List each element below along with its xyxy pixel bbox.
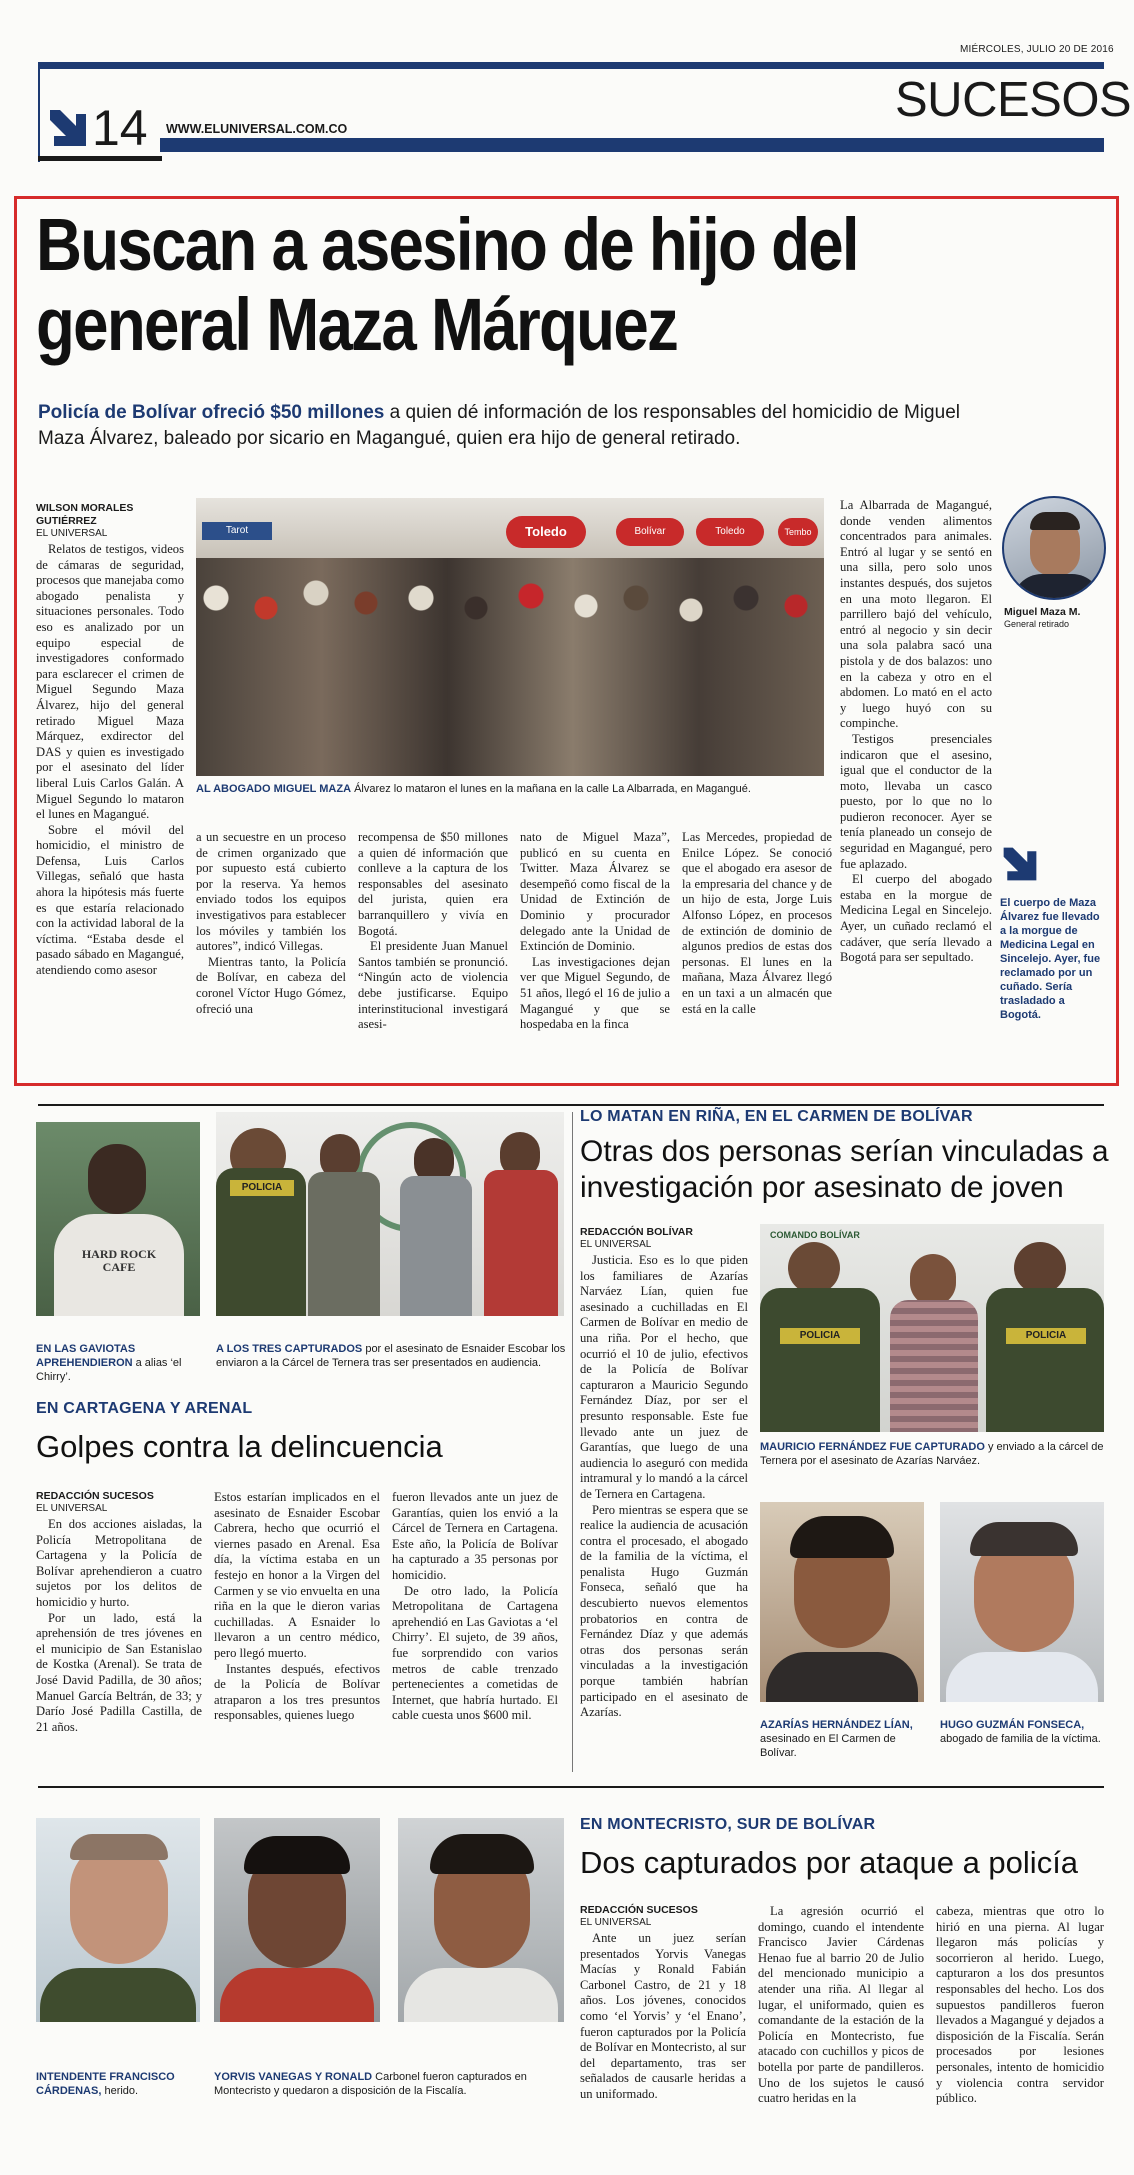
byline-outlet: EL UNIVERSAL (580, 1917, 652, 1928)
main-col-4 (520, 830, 670, 1033)
deck-highlight: Policía de Bolívar ofreció $50 millones (38, 402, 385, 423)
photo-mauricio-captured (760, 1224, 1104, 1432)
byline-outlet: EL UNIVERSAL (36, 528, 108, 539)
paragraph: Mientras tanto, la Policía de Bolívar, en cabeza del coronel Víctor Hugo Gómez, ofreció una (196, 954, 346, 1016)
section-kicker: EN MONTECRISTO, SUR DE BOLÍVAR (580, 1816, 876, 1833)
section-kicker: EN CARTAGENA Y ARENAL (36, 1400, 253, 1417)
caption-lead: EN LAS GAVIOTAS APREHENDIERON (36, 1343, 136, 1369)
photo-el-chirry (36, 1122, 200, 1316)
paragraph: El cuerpo del abogado estaba en la morgue de Medicina Legal en Sincelejo. Ayer, un cuñado reclamó el cadáver, que sería llevado a Bogotá para ser sepultado. (840, 872, 992, 965)
main-col-3 (358, 830, 508, 1033)
portrait-role: General retirado (1004, 619, 1070, 629)
crowd-photo (196, 498, 824, 776)
caption-rest: por el asesinato de Esnaider Escobar los enviaron a la Cárcel de Ternera tras ser presentados en audiencia. (216, 1343, 566, 1369)
section-kicker: LO MATAN EN RIÑA, EN EL CARMEN DE BOLÍVAR (580, 1108, 973, 1125)
section-headline: Golpes contra la delincuencia (36, 1429, 443, 1464)
byline: REDACCIÓN SUCESOS (36, 1490, 154, 1502)
paragraph: De otro lado, la Policía Metropolitana de Cartagena aprehendió en Las Gaviotas a ‘el Chirry’. El sujeto, de 39 años, fue sorprendido con varios metros de cable trenzado pertenecientes a cometidas de Internet, que habría hurtado. El cable cuesta unos $600 mil. (392, 1583, 558, 1723)
section-divider (38, 1786, 1104, 1788)
paragraph: Instantes después, efectivos de la Policía de Bolívar atraparon a los tres presuntos responsables, quienes luego (214, 1661, 380, 1723)
photo-three-captured (216, 1112, 564, 1316)
paragraph: fueron llevados ante un juez de Garantías, quien los envió a la Cárcel de Ternera en Cartagena. Este año, la Policía de Bolívar ha capturado a 35 personas por homicidio. (392, 1490, 558, 1582)
caption-rest: y enviado a la cárcel de Ternera por el asesinato de Azarías Narváez. (760, 1441, 1104, 1467)
section-name: SUCESOS (895, 73, 1132, 127)
paragraph: Ante un juez serían presentados Yorvis Vanegas Macías y Ronald Fabián Carbonel Castro, de 21 y 18 años. Los jóvenes, conocidos como ‘el Yorvis’ y ‘el Enano’, fueron capturados por la Policía de Bolívar en Montecristo, al sur del departamento, tras ser señalados de causarle heridas a un uniformado. (580, 1931, 746, 2101)
issue-date: MIÉRCOLES, JULIO 20 DE 2016 (960, 44, 1114, 55)
paragraph: Las investigaciones dejan ver que Miguel Segundo, de 51 años, llegó el 16 de julio a Magangué y que se hospedaba en la finca (520, 954, 670, 1032)
arrow-down-right-icon (46, 106, 90, 150)
main-col-1 (36, 502, 184, 979)
website-url[interactable]: WWW.ELUNIVERSAL.COM.CO (166, 122, 353, 136)
paragraph: Por un lado, está la aprehensión de tres jóvenes en el municipio de San Estanislao de Kostka (Arenal). Se trata de José David Padilla, de 30 años; Manuel García Beltrán, de 33; y Darío José Padilla Castilla, de 21 años. (36, 1610, 202, 1734)
police-vest-label: POLICIA (1006, 1328, 1086, 1344)
sign-toledo-2: Toledo (696, 518, 764, 546)
paragraph: Justicia. Eso es lo que piden los familiares de Azarías Narváez Lían, quien fue asesinado a cuchilladas en El Carmen de Bolívar en medio de una riña. Por el hecho, que ocurrió el 10 de julio, efectivos de la Policía de Bolívar capturaron a Mauricio Segundo Fernández Díaz, por ser el presunto responsable. Este fue llevado ante un juez de Garantías, que luego de una audiencia lo aseguró con medida intramural y lo mandó a la cárcel de Ternera en Cartagena. (580, 1253, 748, 1501)
paragraph: nato de Miguel Maza”, publicó en su cuenta en Twitter. Maza Álvarez se desempeñó como fiscal de la Unidad de Extinción de Dominio y procurador delegado ante la Unidad de Extinción de Dominio. (520, 830, 670, 954)
main-photo-caption (196, 782, 836, 796)
s4-col-3 (936, 1904, 1104, 2107)
paragraph: Pero mientras se espera que se realice la audiencia de acusación contra el procesado, el abogado de la familia de la víctima, el penalista Hugo Guzmán Fonseca, señaló que ha descubierto nuevos elementos probatorios en contra de Fernández Díaz y que además otras dos personas serán vinculadas a la investigación porque también habrían participado en el asesinato de Azarías. (580, 1502, 748, 1720)
caption-rest: herido. (101, 2085, 139, 2097)
s3-col-1 (580, 1226, 748, 1721)
caption-lead: INTENDENTE FRANCISCO CÁRDENAS, (36, 2071, 175, 2097)
byline: REDACCIÓN SUCESOS (580, 1904, 698, 1916)
caption-lead: AL ABOGADO MIGUEL MAZA (196, 783, 352, 795)
s2-col-2 (214, 1490, 380, 1724)
photo-azarias (760, 1502, 924, 1702)
s4-col-2 (758, 1904, 924, 2107)
paragraph: Las Mercedes, propiedad de Enilce López. Se conoció que el abogado era asesor de la empresaria del chance y de un hijo de esta, Jorge Luis Alfonso López, en procesos de extinción de dominio de algunos predios de estas dos personas. El lunes en la mañana, Maza Álvarez llegó en un taxi a un almacén que está en la calle (682, 830, 832, 1016)
byline-outlet: EL UNIVERSAL (36, 1503, 108, 1514)
portrait-miguel-maza (1002, 496, 1106, 600)
paragraph: Relatos de testigos, videos de cámaras de seguridad, procesos que manejaba como abogado penalista y situaciones personales. Todo eso es analizado por un equipo especial de investigadores conformado para esclarecer el crimen de Miguel Segundo Maza Álvarez, hijo del general retirado Miguel Maza Márquez, exdirector del DAS y quien es investigado por el asesinato del líder liberal Luis Carlos Galán. A Miguel Segundo lo mataron el lunes en Magangué. (36, 542, 184, 822)
s2-col-3 (392, 1490, 558, 1724)
shirt-print: HARD ROCK CAFE (81, 1247, 157, 1274)
s4-col-1 (580, 1904, 746, 2103)
caption-lead: AZARÍAS HERNÁNDEZ LÍAN, (760, 1719, 913, 1731)
paragraph: Testigos presenciales indicaron que el asesino, igual que el conductor de la moto, llevaba un casco puesto, por lo que no lo pudieron reconocer. Ayer se tenía planeado un consejo de seguridad en Magangué, pero fue aplazado. (840, 731, 992, 871)
page-number-box (38, 62, 168, 162)
section-divider (38, 1104, 1104, 1106)
section-headline: Dos capturados por ataque a policía (580, 1845, 1079, 1880)
header-bottom-rule (38, 156, 162, 161)
police-vest-label: POLICIA (780, 1328, 860, 1344)
caption-rest: asesinado en El Carmen de Bolívar. (760, 1733, 896, 1759)
sign-tembo: Tembo (778, 518, 818, 546)
caption-lead: A LOS TRES CAPTURADOS (216, 1343, 363, 1355)
deck-rest: a quien dé información de los responsables del homicidio de Miguel Maza Álvarez, baleado por sicario en Magangué, quien era hijo de general retirado. (38, 402, 960, 449)
paragraph: La Albarrada de Magangué, donde venden alimentos concentrados para animales. Entró al lugar y se sentó en una silla, pero solo unos instantes después, dos sujetos en una moto llegaron. El parrillero bajó del vehículo, entró al negocio y sin decir una sola palabra sacó una pistola y de dos balazos: uno en la cabeza y otro en el abdomen. Lo mató en el acto y luego huyó con su compinche. (840, 498, 992, 731)
main-headline: Buscan a asesino de hijo del general Maza Márquez (36, 203, 858, 366)
photo-caption (36, 2070, 202, 2098)
photo-yorvis-vanegas (214, 1818, 380, 2022)
police-banner: COMANDO BOLÍVAR (770, 1230, 860, 1240)
photo-ronald-carbonel (398, 1818, 564, 2022)
caption-lead: HUGO GUZMÁN FONSECA, (940, 1719, 1085, 1731)
sign-toledo: Toledo (506, 516, 586, 548)
page-number: 14 (92, 100, 148, 156)
paragraph: El presidente Juan Manuel Santos también se pronunció. “Ningún acto de violencia debe justificarse. Equipo interinstitucional investigará asesi- (358, 939, 508, 1032)
caption-rest: a alias ‘el Chirry’. (36, 1357, 182, 1383)
photo-hugo-guzman (940, 1502, 1104, 1702)
header-bottom-bar (160, 138, 1104, 152)
police-vest-label: POLICIA (230, 1180, 294, 1196)
paragraph: Sobre el móvil del homicidio, el ministro de Defensa, Luis Carlos Villegas, señaló que hasta ahora la hipótesis más fuerte es que estaría relacionado con la actividad laboral de la víctima. “Estaba desde el pasado sábado en Magangué, atendiendo como asesor (36, 822, 184, 978)
photo-caption (36, 1342, 202, 1384)
paragraph: En dos acciones aisladas, la Policía Metropolitana de Cartagena y la Policía de Bolívar aprehendieron a cuatro sujetos por los delitos de homicidio y hurto. (36, 1517, 202, 1609)
byline: WILSON MORALES GUTIÉRREZ (36, 502, 134, 527)
header-top-bar (38, 62, 1104, 69)
portrait-name: Miguel Maza M. (1004, 606, 1081, 618)
main-deck (38, 400, 998, 452)
photo-caption (214, 2070, 566, 2098)
caption-lead: MAURICIO FERNÁNDEZ FUE CAPTURADO (760, 1441, 985, 1453)
arrow-down-right-icon (1000, 844, 1040, 884)
paragraph: Estos estarían implicados en el asesinato de Esnaider Escobar Cabrera, hecho que ocurrió el viernes pasado en Arenal. Esa día, la víctima estaba en un festejo en honor a la Virgen del Carmen y se vio envuelta en una riña en la que le dieron varias cuchilladas. A Esnaider lo llevaron a un centro médico, pero llegó muerto. (214, 1490, 380, 1660)
photo-caption (216, 1342, 566, 1370)
caption-rest: abogado de familia de la víctima. (940, 1733, 1101, 1745)
sign-tarot: Tarot (202, 522, 272, 540)
s2-col-1 (36, 1490, 202, 1735)
main-col-6 (840, 498, 992, 966)
photo-caption (940, 1718, 1106, 1746)
caption-lead: YORVIS VANEGAS Y RONALD (214, 2071, 373, 2083)
caption-rest: Carbonel fueron capturados en Montecristo y quedaron a disposición de la Fiscalía. (214, 2071, 527, 2097)
paragraph: a un secuestre en un proceso de crimen organizado que por supuesto está cubierto por la reserva. Ya hemos enviado todos los equipos investigativos para establecer los móviles y también los autores”, indicó Villegas. (196, 830, 346, 954)
byline: REDACCIÓN BOLÍVAR (580, 1226, 693, 1238)
photo-francisco-cardenas (36, 1818, 200, 2022)
paragraph: cabeza, mientras que otro lo hirió en una pierna. Al lugar llegaron más policías y socorrieron al herido. Luego, capturaron a los dos presuntos responsables del hecho. Los dos supuestos pandilleros fueron llevados a Magangué y dejados a disposición de la Fiscalía. Serán procesados por lesiones personales, intento de homicidio y violencia contra servidor público. (936, 1904, 1104, 2106)
column-divider (572, 1112, 573, 1772)
paragraph: recompensa de $50 millones a quien dé información que conlleve a la captura de los responsables del asesinato del jurista, quien era barranquillero y vivía en Bogotá. (358, 830, 508, 938)
section-headline: Otras dos personas serían vinculadas a investigación por asesinato de joven (580, 1135, 1109, 1204)
photo-caption (760, 1440, 1106, 1468)
photo-caption (760, 1718, 926, 1760)
paragraph: La agresión ocurrió el domingo, cuando el intendente Francisco Javier Cárdenas Henao fue al barrio 20 de Julio del mencionado municipio a atender una riña. Al llegar al lugar, el uniformado, quien es comandante de la estación de la Policía en Montecristo, fue atacado con cuchillos y picos de botella por parte de pandilleros. Uno de los sujetos le causó cuatro heridas en la (758, 1904, 924, 2106)
sidebar-note: El cuerpo de Maza Álvarez fue llevado a la morgue de Medicina Legal en Sincelejo. Ayer, fue reclamado por un cuñado. Sería trasladado a Bogotá. (1000, 897, 1101, 1021)
main-col-2 (196, 830, 346, 1017)
byline-outlet: EL UNIVERSAL (580, 1239, 652, 1250)
sign-bolivar: Bolívar (616, 518, 684, 546)
main-col-5 (682, 830, 832, 1017)
caption-rest: Álvarez lo mataron el lunes en la mañana en la calle La Albarrada, en Magangué. (351, 783, 751, 795)
